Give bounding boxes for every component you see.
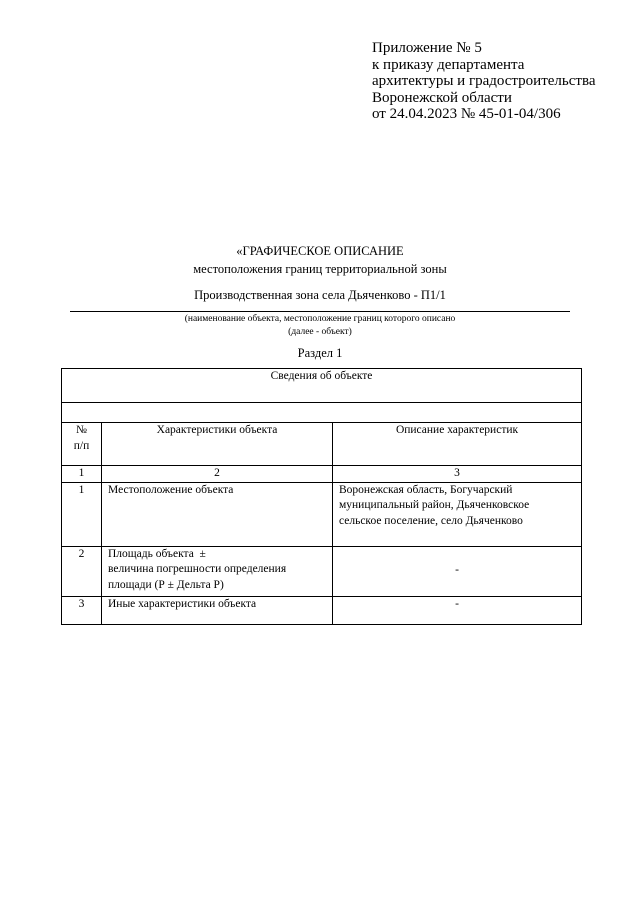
row-description: - <box>333 596 582 624</box>
index-cell: 3 <box>333 466 582 483</box>
header-characteristics: Характеристики объекта <box>102 423 333 466</box>
row-num: 1 <box>62 482 102 546</box>
row-characteristic: Иные характеристики объекта <box>102 596 333 624</box>
row-description: - <box>333 546 582 596</box>
row-characteristic <box>102 546 333 596</box>
appendix-line: Приложение № 5 <box>372 40 482 56</box>
appendix-block <box>372 40 595 123</box>
table-header-row <box>62 423 582 466</box>
row-characteristic: Местоположение объекта <box>102 482 333 546</box>
characteristic-line: площади (Р ± Дельта Р) <box>108 578 224 591</box>
table-index-row <box>62 466 582 483</box>
row-num: 2 <box>62 546 102 596</box>
table-row <box>62 546 582 596</box>
row-description <box>333 482 582 546</box>
section-heading: Раздел 1 <box>297 346 343 360</box>
index-cell: 1 <box>62 466 102 483</box>
object-info-table <box>61 368 582 625</box>
object-name-note: (наименование объекта, местоположение границ которого описано <box>184 314 456 324</box>
characteristic-line: Площадь объекта ± <box>108 547 206 560</box>
object-name: Производственная зона села Дьяченково - П1/1 <box>194 288 446 302</box>
table-caption-row <box>62 369 582 403</box>
underline-divider <box>70 311 570 312</box>
header-description: Описание характеристик <box>333 423 582 466</box>
header-num-line: п/п <box>73 439 90 452</box>
table-row <box>62 596 582 624</box>
appendix-line: к приказу департамента <box>372 56 525 73</box>
description-line: муниципальный район, Дьяченковское <box>339 499 530 511</box>
header-num <box>62 423 102 466</box>
object-name-note: (далее - объект) <box>288 327 352 337</box>
appendix-line: от 24.04.2023 № 45-01-04/306 <box>372 106 561 122</box>
table-caption: Сведения об объекте <box>62 369 582 403</box>
description-line: сельское поселение, село Дьяченково <box>339 514 523 527</box>
characteristic-line: величина погрешности определения <box>108 563 287 575</box>
table-row <box>62 482 582 546</box>
header-num-line: № <box>76 424 87 436</box>
table-blank-row <box>62 403 582 423</box>
blank-cell <box>62 403 582 423</box>
index-cell: 2 <box>102 466 333 483</box>
row-num: 3 <box>62 596 102 624</box>
document-subtitle: местоположения границ территориальной зоны <box>193 262 447 276</box>
description-line: Воронежская область, Богучарский <box>339 483 513 496</box>
document-title: «ГРАФИЧЕСКОЕ ОПИСАНИЕ <box>236 244 404 258</box>
appendix-line: архитектуры и градостроительства <box>372 73 596 89</box>
appendix-line: Воронежской области <box>372 89 512 106</box>
